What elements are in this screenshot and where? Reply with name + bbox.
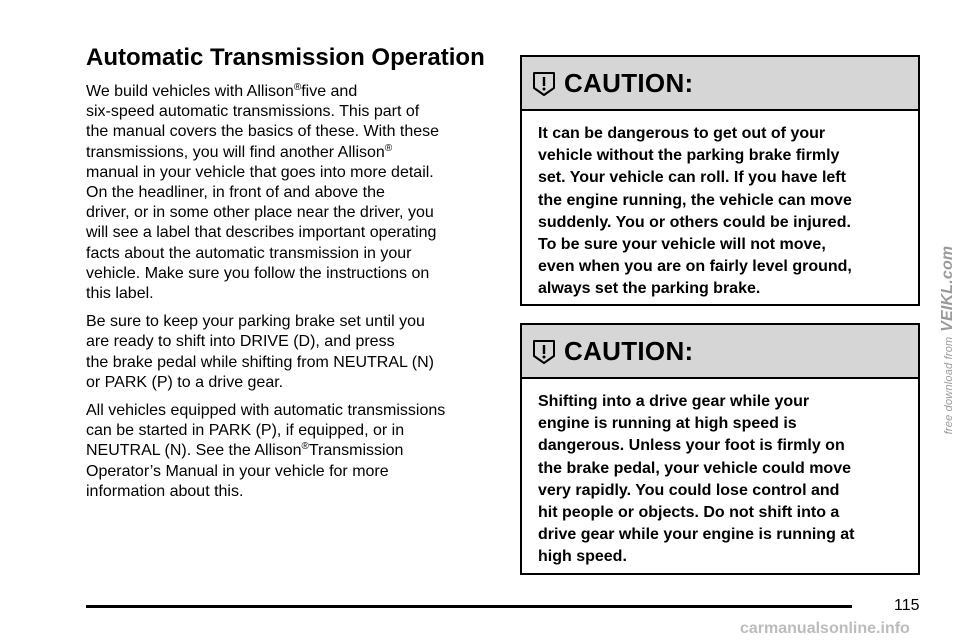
caution-line: the brake pedal, your vehicle could move: [538, 459, 851, 477]
bottom-watermark: carmanualsonline.info: [740, 620, 910, 637]
caution-header: [522, 57, 918, 111]
text-line: are ready to shift into DRIVE (D), and press: [86, 333, 395, 351]
text-line: We build vehicles with Allison®five and: [86, 82, 358, 100]
caution-line: Shifting into a drive gear while your: [538, 393, 810, 410]
footer-rule: [86, 605, 852, 608]
caution-text: [522, 379, 918, 579]
text-line: will see a label that describes important operating: [86, 224, 437, 242]
watermark-brand: VEIKL.com: [939, 245, 956, 332]
text-line: NEUTRAL (N). See the Allison®Transmission: [86, 441, 404, 460]
caution-line: always set the parking brake.: [538, 280, 761, 298]
caution-heading: CAUTION:: [564, 335, 694, 366]
caution-box-parking-brake: [520, 55, 920, 306]
text-line: or PARK (P) to a drive gear.: [86, 373, 284, 391]
caution-line: To be sure your vehicle will not move,: [538, 236, 826, 254]
caution-icon: [532, 339, 556, 365]
text-line: the brake pedal while shifting from NEUTRAL (N): [86, 353, 434, 371]
text-line: vehicle. Make sure you follow the instructions on: [86, 264, 430, 282]
side-watermark: [939, 246, 957, 435]
caution-line: drive gear while your engine is running at: [538, 526, 855, 544]
caution-line: hit people or objects. Do not shift into a: [538, 504, 840, 522]
caution-line: high speed.: [538, 548, 627, 566]
body-text: [86, 82, 496, 502]
caution-text: [522, 111, 918, 311]
text-line: this label.: [86, 285, 154, 303]
caution-line: It can be dangerous to get out of your: [538, 125, 826, 142]
caution-line: very rapidly. You could lose control and: [538, 481, 840, 499]
caution-heading: CAUTION:: [564, 67, 694, 98]
text-line: Operator’s Manual in your vehicle for more: [86, 462, 389, 480]
text-line: the manual covers the basics of these. With these: [86, 123, 440, 141]
paragraph: [86, 312, 496, 393]
watermark-prefix: free download from: [943, 336, 955, 435]
text-line: facts about the automatic transmission in your: [86, 244, 412, 262]
paragraph: [86, 401, 496, 502]
paragraph: [86, 82, 496, 304]
caution-line: engine is running at high speed is: [538, 415, 797, 433]
text-line: information about this.: [86, 482, 244, 500]
text-line: manual in your vehicle that goes into more detail.: [86, 163, 434, 181]
registered-mark: ®: [301, 441, 309, 453]
registered-mark: ®: [293, 82, 302, 93]
main-column: [86, 44, 496, 510]
registered-mark: ®: [384, 142, 393, 154]
caution-line: dangerous. Unless your foot is firmly on: [538, 437, 845, 455]
page-number: 115: [894, 597, 920, 614]
caution-line: even when you are on fairly level ground,: [538, 258, 852, 276]
caution-header: [522, 325, 918, 379]
text-line: driver, or in some other place near the driver, you: [86, 204, 434, 222]
text-line: transmissions, you will find another Allison®: [86, 142, 393, 161]
caution-box-drive-gear: [520, 323, 920, 575]
text-line: All vehicles equipped with automatic transmissions: [86, 402, 446, 420]
text-line: six-speed automatic transmissions. This part of: [86, 103, 420, 121]
text-line: Be sure to keep your parking brake set until you: [86, 313, 425, 331]
text-line: On the headliner, in front of and above the: [86, 184, 385, 202]
caution-line: suddenly. You or others could be injured.: [538, 213, 851, 231]
caution-icon: [532, 71, 556, 97]
text-line: can be started in PARK (P), if equipped, or in: [86, 422, 405, 440]
caution-line: set. Your vehicle can roll. If you have left: [538, 169, 846, 187]
caution-line: vehicle without the parking brake firmly: [538, 147, 840, 165]
section-title: Automatic Transmission Operation: [86, 44, 485, 71]
caution-line: the engine running, the vehicle can move: [538, 191, 852, 209]
